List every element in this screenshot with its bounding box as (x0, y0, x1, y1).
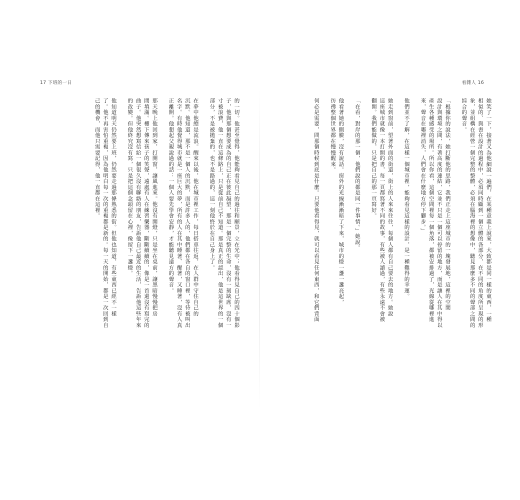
right-page (260, 0, 520, 500)
right-page-text (278, 98, 492, 398)
text-column: 他們並不了解，在這樣一個城市裡，能夠看見這樣的設計，是一種難得的幸運。 (403, 98, 409, 300)
text-column (199, 98, 207, 398)
text-column (320, 98, 328, 398)
text-column: 產生各種感受的場所。所以你看，這個空間裡每一個角落，都被安排過了，光線從哪裡進 (427, 98, 434, 323)
text-column: 寸被浪費，他一直在這條路上，只是從前自己不知道。那是真正的認出，他是這世界的一個 (216, 98, 223, 328)
text-column (410, 98, 418, 398)
text-column: 她笑了一下，接著又為他細說一遍們，在某種意義上說來，大致都是同一樣的東西，一種 (485, 98, 491, 323)
text-column (361, 98, 369, 398)
text-column (394, 98, 402, 398)
text-column: 的一切。他甚至覺得，他能夠看見自己的過往和願景，立在光中；他看得見自己的四十個影 (233, 98, 239, 328)
text-column: 那天晚上他回到家，打開窗，讓風進來。他沒有開燈，只是坐在桌前，讓黑暗慢慢把房 (151, 98, 157, 317)
text-column (344, 98, 352, 398)
text-column (158, 98, 166, 398)
left-page-header: 17 下班的一日 (40, 81, 72, 86)
text-column: 子，他與那個想要成為的自己正在彼此凝望，那是一個完整的生命，沒有一刻缺席，沒有一 (224, 98, 231, 328)
text-column: 曲子。他突然想寫信給一個很久沒有聯絡的朋友，告訴他自己最近的生活，告訴他這些年來 (134, 98, 141, 328)
text-column: 「根據你的說法，她打斷他的思路，我們正走上這座城市的一塊發展地，這裡的空間 (444, 98, 450, 311)
text-column: 間填滿。樓下傳來孩子的笑聲，遠處有人在練習樂器，斷斷續續的，像是一首還沒有寫完的 (142, 98, 149, 328)
text-column: 來，聲音在哪裡消失，人們會在什麼地方停下腳步。」 (419, 98, 426, 234)
text-column: 己的機會，而他只需要記得，他一直都在這裡。 (93, 98, 100, 219)
text-column: 這座城市就像一本打開的書，每一頁都寫著不同的故事，有些被人讀過，有些永遠不會被 (378, 98, 385, 323)
text-column: 「在看，對岸的那一個，他們說的都是同一件事情。」她說。 (353, 98, 360, 251)
text-column: 在夢中他總是流浪。醒來以後，他在城市裡工作，每日搭車往返，在人群中守住自己的 (192, 98, 198, 317)
text-column: 彷彿整個世界都在慢慢醒來。 (329, 98, 336, 173)
text-column (117, 98, 125, 398)
text-column: 她走到窗前，望著外面的街道，街上的人來來往往，每個人都有自己要去的地方。她說 (386, 98, 393, 317)
text-column (451, 98, 459, 398)
text-column: 何必是需要，問那個時候到底是什麼。只要他看得見，就可以看見任何東西，和它們背面 (312, 98, 319, 323)
text-column: 正離開。他想起父親說過的話：一個人要先學會安靜，才能聽見遠方的聲音。 (167, 98, 174, 294)
text-column: 翻開。我們能做的，只是把自己的那一頁寫好。 (370, 98, 377, 219)
text-column: 了。他不再害怕重複，因為他明白每一次的重複都是新的。每一天的開始，都是一次回到自 (101, 98, 108, 328)
right-page-header: 看雜人 16 (461, 81, 484, 86)
text-column: 他看著她的側臉，沒有說話。窗外的光線漸漸暗了下來，城市的燈一盞一盞亮起， (337, 98, 344, 305)
text-column: 他知道明天仍然要上班，仍然要走過那條熟悉的街。但他也知道，有些東西已經不一樣 (110, 98, 116, 317)
left-page-text (36, 98, 240, 398)
text-column: 設計與環境之間，有著高度的連結，它並不只是一個可以停留的地方，而是讓人在其中得以 (435, 98, 442, 328)
text-column: 部分，不是被拋棄的，也不是路過的，這一刻他終於在自己身上了。 (208, 98, 215, 271)
text-column: 綜合的聲音。 (460, 98, 467, 133)
text-column: 的改變。但他終究沒有寫，只是把這個念頭留在心裡，像留下一盞燈。 (126, 98, 133, 277)
text-column: 名字。有時他覺得城市就是一座巨大的夢，所有的人在其中睡著、醒著，又睡著，沒有人真 (175, 98, 182, 328)
text-column: 象，並組構在經營一個完整的整體，必須在腦海裡的想像中，聽見那麼多不同的聲部之間的 (468, 98, 475, 328)
text-column: 相似的、與書在設計的過程中，必須同時顧到一個立體的各部分，在不同的角度所呈現的形 (476, 98, 483, 328)
text-column: 沉默。他知道，那不是一個人的沉默，而是許多人的，他們都在各自的窗口裡，等待被叫出 (183, 98, 190, 328)
